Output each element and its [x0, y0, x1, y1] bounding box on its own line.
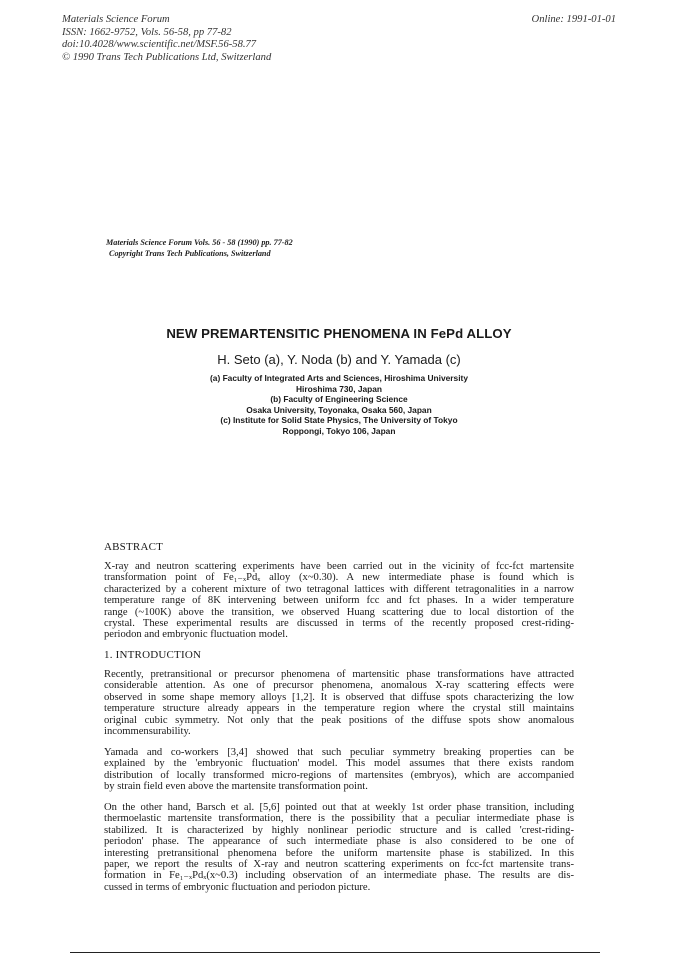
abstract-heading: ABSTRACT [104, 541, 164, 553]
abstract-line: crystal. These experimental results are discussed in terms of the recently proposed crest-riding- [104, 618, 574, 630]
intro-line: Yamada and co-workers [3,4] showed that such peculiar symmetry breaking properties can be [104, 747, 574, 758]
introduction-heading: 1. INTRODUCTION [104, 649, 202, 661]
intro-line: original cubic symmetry. Not only that the peak positions of the diffuse spots show anomalous [104, 714, 574, 726]
abstract-line: transformation point of Fe₁₋ₓPdₓ alloy (x~0.30). A new intermediate phase is found which is [104, 572, 574, 584]
intro-line: incommensurability. [104, 726, 191, 738]
intro-line: thermoelastic martensite transformation, there is the possibility that a peculiar intermediate phase is [104, 813, 574, 825]
intro-paragraph-1 [104, 669, 574, 737]
intro-line: paper, we report the results of X-ray and neutron scattering experiments on fcc-fct martensite trans- [104, 859, 574, 871]
header-doi: doi:10.4028/www.scientific.net/MSF.56-58.77 [62, 39, 257, 51]
paper-authors: H. Seto (a), Y. Noda (b) and Y. Yamada (c) [217, 352, 461, 367]
abstract-line: characterized by a coherent mixture of two tetragonal lattices with different tetragonalities in a narrow [104, 583, 574, 595]
paper-title: NEW PREMARTENSITIC PHENOMENA IN FePd ALLOY [166, 326, 512, 341]
affiliation-line: Roppongi, Tokyo 106, Japan [282, 425, 396, 436]
affiliation-line: Osaka University, Toyonaka, Osaka 560, Japan [246, 404, 432, 415]
abstract-body [104, 561, 574, 641]
forum-citation: Materials Science Forum Vols. 56 - 58 (1990) pp. 77-82 [106, 238, 293, 247]
affiliation-line: Hiroshima 730, Japan [295, 383, 383, 394]
affiliation-line: (a) Faculty of Integrated Arts and Sciences, Hiroshima University [210, 373, 468, 383]
intro-line: explained by the 'embryonic fluctuation' model. This model assumes that there exists random [104, 758, 574, 770]
intro-paragraph-2 [104, 747, 574, 793]
intro-line: considerable attention. As one of precursor phenomena, anomalous X-ray scattering effects were [104, 680, 574, 692]
header-copyright: © 1990 Trans Tech Publications Ltd, Switzerland [62, 51, 272, 63]
intro-line: cussed in terms of embryonic fluctuation and periodon picture. [104, 881, 371, 893]
journal-header [62, 14, 271, 64]
header-issn: ISSN: 1662-9752, Vols. 56-58, pp 77-82 [62, 26, 232, 38]
intro-line: observed in some shape memory alloys [1,2]. It is observed that diffuse spots characterizing the low [104, 691, 574, 703]
intro-line: periodon' phase. The appearance of such intermediate phase is also considered to be one of [104, 836, 574, 848]
intro-line: interesting pretransitional phenomena before the uniform martensite phase is stabilized. In this [104, 847, 574, 859]
intro-line: distribution of locally transformed micro-regions of martensites (embryos), which are accompanied [104, 769, 574, 781]
intro-line: Recently, pretransitional or precursor phenomena of martensitic phase transformations have attracted [104, 669, 574, 680]
intro-paragraph-3 [104, 802, 574, 893]
abstract-line: temperature range of 8K intervening between uniform fcc and fct phases. In a wider temperature [104, 595, 574, 607]
abstract-line: periodon and embryonic fluctuation model. [104, 629, 288, 641]
intro-line: temperature structure already appears in the temperature region where the crystal still maintains [104, 703, 574, 715]
abstract-line: X-ray and neutron scattering experiments have been carried out in the vicinity of fcc-fct martensite [104, 561, 574, 572]
affiliations [0, 373, 678, 437]
header-journal-name: Materials Science Forum [62, 14, 170, 25]
intro-line: On the other hand, Barsch et al. [5,6] pointed out that at weekly 1st order phase transition, including [104, 802, 574, 813]
forum-copyright: Copyright Trans Tech Publications, Switzerland [109, 248, 271, 258]
online-date: Online: 1991-01-01 [531, 14, 616, 25]
intro-line: stabilized. It is characterized by highly nonlinear periodic structure and is called 'crest-riding- [104, 824, 574, 836]
affiliation-line: (b) Faculty of Engineering Science [270, 394, 408, 405]
abstract-line: range (~100K) above the transition, we observed Huang scattering due to local distortion of the [104, 606, 574, 618]
forum-citation-block [106, 238, 293, 259]
intro-line: formation in Fe₁₋ₓPdₓ(x~0.3) including observation of an intermediate phase. The results are dis- [104, 870, 574, 882]
affiliation-line: (c) Institute for Solid State Physics, The University of Tokyo [220, 415, 458, 426]
intro-line: by strain field even above the martensite transformation point. [104, 781, 368, 793]
footer-rule [70, 952, 600, 953]
